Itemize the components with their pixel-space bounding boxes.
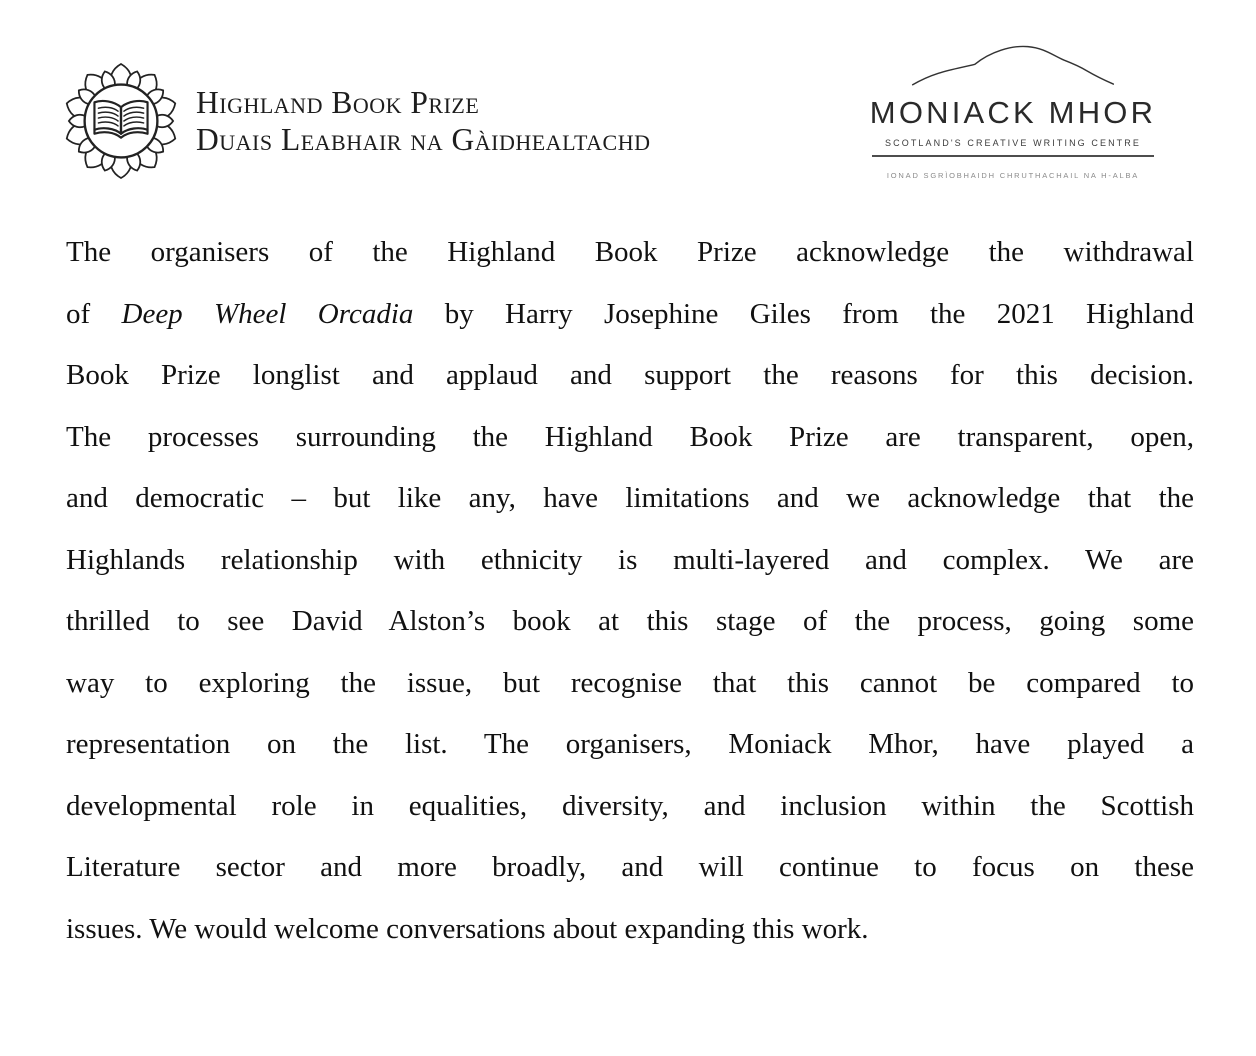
book-title-italic: Deep Wheel Orcadia [121, 297, 414, 330]
statement-line [66, 284, 1194, 346]
statement-line [66, 653, 1194, 715]
statement-text: thrilled to see David Alston’s book at this stage of the process, going some [66, 605, 1194, 637]
statement-line [66, 591, 1194, 653]
moniack-subtitle: SCOTLAND'S CREATIVE WRITING CENTRE [885, 138, 1141, 148]
moniack-subtitle-gaelic: IONAD SGRÌOBHAIDH CHRUTHACHAIL NA H-ALBA [886, 171, 1140, 180]
statement-text: of [66, 297, 122, 330]
statement-text: Literature sector and more broadly, and will continue to focus on these [66, 851, 1194, 883]
statement-text: developmental role in equalities, diversity, and inclusion within the Scottish [66, 789, 1194, 822]
highland-title: Highland Book Prize [196, 85, 480, 120]
highland-logo-text [196, 84, 651, 158]
statement-paragraph [66, 222, 1194, 960]
statement-text: Highlands relationship with ethnicity is multi-layered and complex. We are [66, 543, 1194, 576]
celtic-knot-open-book-icon [62, 62, 180, 180]
statement-line [66, 837, 1194, 899]
statement-line [66, 407, 1194, 469]
statement-text: The organisers of the Highland Book Prize acknowledge the withdrawal [66, 236, 1194, 268]
statement-line [66, 345, 1194, 407]
statement-line [66, 899, 1194, 961]
statement-text: issues. We would welcome conversations about expanding this work. [66, 912, 869, 945]
moniack-mhor-logo [866, 36, 1160, 180]
statement-text: and democratic – but like any, have limitations and we acknowledge that the [66, 482, 1194, 514]
statement-text: The processes surrounding the Highland Book Prize are transparent, open, [66, 420, 1194, 453]
statement-text: representation on the list. The organisers, Moniack Mhor, have played a [66, 728, 1194, 760]
statement-line [66, 468, 1194, 530]
statement-text: way to exploring the issue, but recognise that this cannot be compared to [66, 666, 1194, 699]
statement-line [66, 530, 1194, 592]
moniack-title: MONIACK MHOR [869, 95, 1157, 130]
statement-text: Book Prize longlist and applaud and support the reasons for this decision. [66, 359, 1194, 391]
highland-book-prize-logo [62, 62, 651, 180]
statement-line [66, 776, 1194, 838]
statement-line [66, 714, 1194, 776]
moniack-divider [872, 155, 1154, 157]
statement-line [66, 222, 1194, 284]
hill-outline-icon [907, 36, 1119, 94]
highland-subtitle: Duais Leabhair na Gàidhealtachd [196, 122, 651, 157]
statement-text: by Harry Josephine Giles from the 2021 Highland [413, 297, 1194, 330]
